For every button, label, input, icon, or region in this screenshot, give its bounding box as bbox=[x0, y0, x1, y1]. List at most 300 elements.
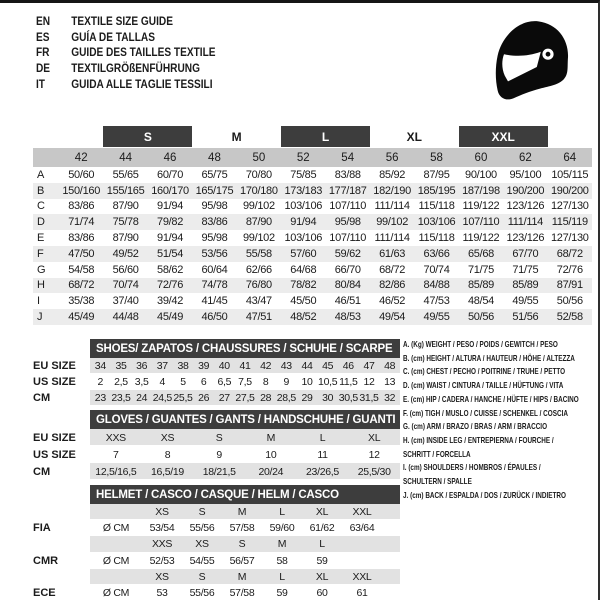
measurement-value: 103/106 bbox=[284, 232, 323, 245]
language-row bbox=[36, 30, 216, 46]
legend-line: SCHRITT / FORCELLA bbox=[403, 448, 471, 459]
measurement-value: 45/49 bbox=[157, 311, 184, 324]
measurement-legend bbox=[403, 338, 600, 502]
size-value: S bbox=[215, 431, 223, 444]
size-values-strip bbox=[90, 429, 400, 446]
size-row bbox=[33, 358, 400, 374]
size-value: 8 bbox=[164, 448, 171, 461]
size-row bbox=[33, 390, 400, 406]
measurement-value: 74/78 bbox=[201, 279, 228, 292]
size-value: 9 bbox=[216, 448, 222, 461]
size-value: 37 bbox=[156, 360, 168, 372]
size-column-header: 50 bbox=[252, 151, 266, 164]
size-value: 18/21,5 bbox=[202, 465, 236, 478]
measurement-row bbox=[33, 246, 592, 262]
row-letter: J bbox=[37, 311, 43, 324]
helmet-value: 63/64 bbox=[349, 522, 375, 535]
size-value: XL bbox=[368, 431, 381, 444]
measurement-value: 85/89 bbox=[512, 279, 539, 292]
measurement-value: 127/130 bbox=[550, 200, 589, 213]
size-value: 10 bbox=[301, 376, 313, 388]
size-values-strip bbox=[90, 390, 400, 406]
size-values-strip bbox=[90, 463, 400, 480]
measurement-value: 87/90 bbox=[112, 200, 139, 213]
size-value: 47 bbox=[363, 360, 375, 372]
measurement-value: 91/94 bbox=[157, 232, 184, 245]
measurement-value: 71/74 bbox=[68, 216, 95, 229]
measurement-value: 78/82 bbox=[290, 279, 317, 292]
size-value: XXS bbox=[105, 431, 126, 444]
size-value: XS bbox=[160, 431, 175, 444]
size-value: 25,5/30 bbox=[357, 465, 391, 478]
measurement-value: 87/90 bbox=[112, 232, 139, 245]
legend-line: B. (cm) HEIGHT / ALTURA / HAUTEUR / HÖHE / ALTEZZA bbox=[403, 352, 575, 363]
size-value: 6 bbox=[200, 376, 207, 388]
measurement-value: 91/94 bbox=[157, 200, 184, 213]
row-letter: D bbox=[37, 216, 45, 229]
language-row bbox=[36, 14, 216, 30]
measurement-value: 182/190 bbox=[373, 184, 411, 197]
measurement-value: 50/60 bbox=[68, 168, 95, 181]
size-column-header: 58 bbox=[430, 151, 443, 164]
measurement-value: 58/62 bbox=[157, 263, 184, 276]
measurement-value: 39/42 bbox=[157, 295, 184, 308]
row-label: ECE bbox=[33, 587, 56, 600]
measurement-value: 56/60 bbox=[112, 263, 139, 276]
size-value: 44 bbox=[301, 360, 313, 372]
size-value: 20/24 bbox=[258, 465, 284, 478]
measurement-value: 187/198 bbox=[462, 184, 500, 197]
size-value: 38 bbox=[177, 360, 189, 372]
size-value: 16,5/19 bbox=[151, 465, 184, 478]
size-column-header: 46 bbox=[163, 151, 177, 164]
measurement-value: 173/183 bbox=[284, 184, 323, 197]
legend-line: F. (cm) TIGH / MUSLO / CUISSE / SCHENKEL / COSCIA bbox=[403, 407, 568, 418]
measurement-value: 85/89 bbox=[467, 279, 494, 292]
helmet-value: 61/62 bbox=[309, 522, 335, 535]
size-value: 24,5 bbox=[152, 392, 172, 404]
legend-line: C. (cm) CHEST / PECHO / POITRINE / TRUHE / PETTO bbox=[403, 366, 566, 377]
language-list bbox=[36, 14, 216, 93]
size-value: 10 bbox=[265, 448, 277, 461]
measurement-value: 68/72 bbox=[379, 263, 406, 276]
size-column-header: 60 bbox=[474, 151, 488, 164]
language-code: FR bbox=[36, 47, 50, 60]
measurement-value: 115/118 bbox=[418, 200, 455, 213]
measurement-value: 45/50 bbox=[290, 295, 317, 308]
textile-size-table bbox=[33, 126, 592, 325]
language-row bbox=[36, 46, 216, 62]
language-code: IT bbox=[36, 79, 46, 92]
size-band-s: S bbox=[103, 126, 192, 147]
helmet-values-strip bbox=[90, 585, 400, 600]
measurement-value: 103/106 bbox=[284, 200, 323, 213]
measurement-value: 55/58 bbox=[245, 247, 272, 260]
gloves-table bbox=[33, 410, 400, 480]
measurement-value: 127/130 bbox=[550, 232, 589, 245]
helmet-size-label bbox=[90, 569, 142, 585]
size-value: 46 bbox=[342, 360, 354, 372]
measurement-value: 46/52 bbox=[379, 295, 406, 308]
row-label: EU SIZE bbox=[33, 360, 76, 372]
measurement-value: 46/51 bbox=[334, 295, 361, 308]
size-value: 27,5 bbox=[235, 392, 255, 404]
size-column-header: 52 bbox=[296, 151, 310, 164]
language-row bbox=[36, 77, 216, 93]
measurement-value: 90/100 bbox=[465, 168, 497, 181]
language-code: DE bbox=[36, 63, 51, 76]
helmet-value: 54/55 bbox=[189, 554, 215, 567]
size-value: 30,5 bbox=[338, 392, 358, 404]
helmet-size-label: M bbox=[277, 538, 287, 551]
measurement-value: 65/75 bbox=[201, 168, 228, 181]
helmet-value: 55/56 bbox=[189, 587, 215, 600]
row-label: FIA bbox=[33, 522, 51, 535]
size-value: 9 bbox=[283, 376, 290, 388]
size-band-xxl: XXL bbox=[459, 126, 548, 147]
helmet-size-label bbox=[90, 536, 142, 552]
language-title: GUIDE DES TAILLES TEXTILE bbox=[71, 47, 216, 60]
helmet-size-label: L bbox=[279, 570, 285, 583]
measurement-value: 71/75 bbox=[512, 263, 539, 276]
measurement-row bbox=[33, 278, 592, 294]
measurement-value: 35/38 bbox=[68, 295, 95, 308]
row-label: US SIZE bbox=[33, 448, 76, 461]
measurement-row bbox=[33, 309, 592, 325]
size-row bbox=[33, 374, 400, 390]
measurement-value: 44/48 bbox=[112, 311, 139, 324]
measurement-value: 46/50 bbox=[201, 311, 228, 324]
measurement-value: 177/187 bbox=[328, 184, 367, 197]
measurement-row bbox=[33, 183, 592, 199]
measurement-value: 160/170 bbox=[151, 184, 189, 197]
size-value: 45 bbox=[322, 360, 334, 372]
language-title: GUIDA ALLE TAGLIE TESSILI bbox=[71, 79, 213, 92]
helmet-size-label: XL bbox=[315, 506, 329, 519]
measurement-value: 107/110 bbox=[329, 200, 367, 213]
measurement-value: 75/78 bbox=[112, 216, 139, 229]
measurement-value: 79/82 bbox=[157, 216, 184, 229]
row-letter: H bbox=[37, 279, 45, 292]
language-title: GUÍA DE TALLAS bbox=[71, 31, 155, 44]
row-letter: E bbox=[37, 232, 45, 245]
helmet-size-label: XS bbox=[155, 570, 169, 583]
measurement-value: 84/88 bbox=[423, 279, 450, 292]
measurement-value: 66/70 bbox=[334, 263, 361, 276]
size-value: 7 bbox=[113, 448, 119, 461]
measurement-value: 54/58 bbox=[68, 263, 95, 276]
measurement-value: 68/72 bbox=[556, 247, 583, 260]
language-row bbox=[36, 61, 216, 77]
size-value: 34 bbox=[94, 360, 106, 372]
size-value: 12 bbox=[368, 448, 380, 461]
measurement-value: 48/54 bbox=[467, 295, 494, 308]
measurement-value: 150/160 bbox=[62, 184, 101, 197]
size-column-header: 48 bbox=[208, 151, 221, 164]
helmet-value: 57/58 bbox=[229, 522, 255, 535]
measurement-value: 83/86 bbox=[201, 216, 228, 229]
legend-line: D. (cm) WAIST / CINTURA / TAILLE / HÜFTUNG / VITA bbox=[403, 380, 564, 391]
measurement-value: 115/119 bbox=[551, 216, 588, 229]
measurement-value: 103/106 bbox=[417, 216, 456, 229]
size-row bbox=[33, 446, 400, 463]
row-letter: G bbox=[37, 263, 46, 276]
legend-line: I. (cm) SHOULDERS / HOMBROS / ÉPAULES / bbox=[403, 462, 541, 473]
size-values-strip bbox=[90, 374, 400, 390]
language-title: TEXTILE SIZE GUIDE bbox=[71, 15, 173, 28]
gloves-rows bbox=[33, 429, 400, 480]
row-letter: B bbox=[37, 184, 45, 197]
measurement-value: 55/65 bbox=[112, 168, 139, 181]
shoes-table bbox=[33, 339, 400, 406]
language-code: EN bbox=[36, 15, 51, 28]
measurement-value: 83/86 bbox=[68, 232, 95, 245]
measurement-value: 62/66 bbox=[245, 263, 272, 276]
helmet-value-row bbox=[33, 585, 400, 600]
size-column-header: 42 bbox=[74, 151, 88, 164]
legend-line: J. (cm) BACK / ESPALDA / DOS / ZURÜCK / INDIETRO bbox=[403, 489, 566, 500]
row-label: EU SIZE bbox=[33, 431, 76, 444]
helmet-value bbox=[342, 553, 382, 569]
measurement-value: 47/53 bbox=[423, 295, 450, 308]
measurement-value: 87/91 bbox=[556, 279, 583, 292]
measurement-value: 52/58 bbox=[556, 311, 583, 324]
row-label: US SIZE bbox=[33, 376, 76, 388]
helmet-table-title: HELMET / CASCO / CASQUE / HELM / CASCO bbox=[90, 485, 400, 504]
size-value: 4 bbox=[159, 376, 166, 388]
size-value: 2,5 bbox=[114, 376, 128, 388]
row-label bbox=[33, 569, 90, 585]
measurement-value: 185/195 bbox=[417, 184, 456, 197]
measurement-value: 95/100 bbox=[509, 168, 542, 181]
size-value: 35 bbox=[115, 360, 127, 372]
measurement-value: 123/126 bbox=[506, 232, 545, 245]
measurement-value: 48/53 bbox=[334, 311, 361, 324]
measurement-value: 83/86 bbox=[68, 200, 95, 213]
size-band-row bbox=[33, 126, 592, 147]
size-column-header: 56 bbox=[385, 151, 399, 164]
measurement-value: 57/60 bbox=[290, 247, 317, 260]
legend-line: A. (Kg) WEIGHT / PESO / POIDS / GEWITCH / PESO bbox=[403, 339, 558, 349]
measurement-value: 91/94 bbox=[290, 216, 317, 229]
size-value: 11 bbox=[317, 448, 328, 461]
size-value: 12 bbox=[363, 376, 375, 388]
measurement-value: 155/165 bbox=[106, 184, 145, 197]
size-column-header: 44 bbox=[119, 151, 133, 164]
size-values-strip bbox=[90, 446, 400, 463]
size-value: 7,5 bbox=[238, 376, 252, 388]
measurement-value: 48/52 bbox=[290, 311, 317, 324]
measurement-value: 59/62 bbox=[334, 247, 361, 260]
measurement-value: 95/98 bbox=[201, 232, 228, 245]
size-value: 25,5 bbox=[173, 392, 193, 404]
measurement-value: 99/102 bbox=[376, 216, 409, 229]
measurement-value: 60/70 bbox=[157, 168, 184, 181]
measurement-value: 115/118 bbox=[418, 232, 455, 245]
helmet-value: 59 bbox=[276, 587, 288, 600]
size-value: 40 bbox=[218, 360, 230, 372]
helmet-size-label: XXL bbox=[352, 506, 372, 519]
measurement-value: 49/55 bbox=[512, 295, 539, 308]
measurement-value: 60/64 bbox=[201, 263, 228, 276]
measurement-value: 37/40 bbox=[112, 295, 139, 308]
measurement-row bbox=[33, 230, 592, 246]
measurement-value: 190/200 bbox=[550, 184, 589, 197]
measurement-value: 75/85 bbox=[290, 168, 317, 181]
row-label: CMR bbox=[33, 554, 59, 567]
helmet-size-row bbox=[33, 504, 400, 520]
measurement-value: 111/114 bbox=[507, 216, 543, 229]
helmet-value: 57/58 bbox=[229, 587, 255, 600]
row-letter: C bbox=[37, 200, 45, 213]
measurement-value: 53/56 bbox=[201, 247, 228, 260]
helmet-value: Ø CM bbox=[102, 554, 130, 567]
measurement-value: 76/80 bbox=[245, 279, 272, 292]
size-value: 6,5 bbox=[217, 376, 232, 388]
size-value: 36 bbox=[136, 360, 148, 372]
helmet-size-label: XXS bbox=[151, 538, 173, 551]
size-value: 28 bbox=[260, 392, 272, 404]
legend-line: SCHULTERN / SPALLE bbox=[403, 476, 472, 487]
size-value: 8 bbox=[262, 376, 269, 388]
measurement-value: 63/66 bbox=[423, 247, 450, 260]
helmet-rows bbox=[33, 504, 400, 600]
measurement-value: 49/54 bbox=[379, 311, 406, 324]
helmet-value: 58 bbox=[276, 554, 288, 567]
size-band-xl: XL bbox=[406, 129, 422, 144]
measurement-row bbox=[33, 167, 592, 183]
helmet-value: 52/53 bbox=[149, 554, 175, 567]
measurement-value: 49/55 bbox=[423, 311, 450, 324]
measurement-value: 119/122 bbox=[462, 232, 500, 245]
corner-spacer bbox=[33, 148, 59, 167]
measurement-value: 99/102 bbox=[242, 232, 275, 245]
size-value: 3,5 bbox=[134, 376, 149, 388]
helmet-size-label: XS bbox=[195, 538, 209, 551]
size-value: 42 bbox=[260, 360, 272, 372]
helmet-value-row bbox=[33, 553, 400, 569]
legend-line: G. (cm) ARM / BRAZO / BRAS / ARM / BRACCIO bbox=[403, 421, 548, 432]
measurement-row bbox=[33, 214, 592, 230]
measurement-value: 61/63 bbox=[379, 247, 406, 260]
measurement-value: 41/45 bbox=[201, 295, 228, 308]
measurement-value: 50/56 bbox=[556, 295, 583, 308]
measurement-value: 123/126 bbox=[506, 200, 545, 213]
helmet-size-label: S bbox=[198, 570, 206, 583]
measurement-value: 190/200 bbox=[506, 184, 545, 197]
measurement-value: 170/180 bbox=[240, 184, 278, 197]
measurement-value: 82/86 bbox=[379, 279, 406, 292]
measurement-value: 64/68 bbox=[290, 263, 317, 276]
size-value: 26 bbox=[198, 392, 210, 404]
helmet-values-strip bbox=[90, 520, 400, 536]
measurement-value: 72/76 bbox=[556, 263, 583, 276]
helmet-value: Ø CM bbox=[102, 587, 130, 600]
size-value: 27 bbox=[218, 392, 230, 404]
measurement-value: 45/49 bbox=[68, 311, 95, 324]
size-column-header: 54 bbox=[341, 151, 355, 164]
measurement-value: 70/74 bbox=[112, 279, 139, 292]
measurement-row bbox=[33, 293, 592, 309]
helmet-size-label: M bbox=[237, 506, 247, 519]
row-letter: I bbox=[37, 295, 41, 308]
measurement-value: 71/75 bbox=[467, 263, 494, 276]
helmet-size-label: M bbox=[237, 570, 247, 583]
measurement-value: 99/102 bbox=[242, 200, 275, 213]
measurement-value: 105/115 bbox=[551, 168, 589, 181]
gloves-table-title: GLOVES / GUANTES / GANTS / HANDSCHUHE / GUANTI bbox=[90, 410, 400, 429]
measurement-value: 47/50 bbox=[68, 247, 95, 260]
helmet-value-row bbox=[33, 520, 400, 536]
measurement-value: 83/88 bbox=[334, 168, 361, 181]
size-value: 23 bbox=[94, 392, 106, 404]
measurement-value: 67/70 bbox=[512, 247, 539, 260]
size-value: L bbox=[319, 431, 326, 444]
helmet-value: 59/60 bbox=[269, 522, 295, 535]
measurement-value: 95/98 bbox=[334, 216, 361, 229]
helmet-size-row bbox=[33, 536, 400, 552]
legend-line: H. (cm) INSIDE LEG / ENTREPIERNA / FOURCHE / bbox=[403, 434, 554, 445]
measurement-rows bbox=[33, 167, 592, 325]
helmet-value: 61 bbox=[356, 587, 368, 600]
language-title: TEXTILGRÖßENFÜHRUNG bbox=[71, 63, 200, 76]
size-value: 41 bbox=[239, 360, 251, 372]
racing-helmet-icon bbox=[492, 16, 572, 110]
measurement-value: 111/114 bbox=[374, 232, 410, 245]
row-label bbox=[33, 504, 90, 520]
size-value: 43 bbox=[280, 360, 292, 372]
helmet-value: 53 bbox=[156, 587, 168, 600]
helmet-value: 59 bbox=[316, 554, 328, 567]
helmet-value: 60 bbox=[316, 587, 328, 600]
size-band-l: L bbox=[281, 126, 370, 147]
measurement-value: 87/95 bbox=[423, 168, 450, 181]
language-code: ES bbox=[36, 31, 50, 44]
helmet-table bbox=[33, 485, 400, 600]
row-label bbox=[33, 536, 90, 552]
size-column-header: 64 bbox=[563, 151, 577, 164]
size-value: 39 bbox=[198, 360, 210, 372]
size-value: 5 bbox=[180, 376, 186, 388]
row-label: CM bbox=[33, 465, 51, 478]
size-value: 48 bbox=[384, 360, 396, 372]
helmet-size-label: S bbox=[198, 506, 206, 519]
size-value: 32 bbox=[384, 392, 396, 404]
row-letter: A bbox=[37, 168, 45, 181]
size-value: 23/26,5 bbox=[306, 465, 339, 478]
helmet-size-label: L bbox=[279, 506, 285, 519]
size-value: 23,5 bbox=[111, 392, 131, 404]
helmet-sizes-strip bbox=[90, 536, 400, 552]
helmet-size-row bbox=[33, 569, 400, 585]
helmet-size-label: L bbox=[319, 538, 325, 551]
helmet-size-label: XS bbox=[155, 506, 169, 519]
size-value: 2 bbox=[97, 376, 104, 388]
helmet-size-label: XXL bbox=[352, 570, 372, 583]
size-value: 12,5/16,5 bbox=[95, 465, 137, 478]
size-row bbox=[33, 429, 400, 446]
helmet-value: Ø CM bbox=[102, 522, 130, 535]
size-value: 10,5 bbox=[318, 376, 338, 388]
row-label: CM bbox=[33, 392, 51, 404]
measurement-value: 80/84 bbox=[334, 279, 361, 292]
measurement-value: 107/110 bbox=[329, 232, 367, 245]
measurement-row bbox=[33, 262, 592, 278]
size-value: 11,5 bbox=[339, 376, 358, 388]
shoes-rows bbox=[33, 358, 400, 406]
measurement-row bbox=[33, 199, 592, 215]
helmet-size-label: XL bbox=[315, 570, 329, 583]
